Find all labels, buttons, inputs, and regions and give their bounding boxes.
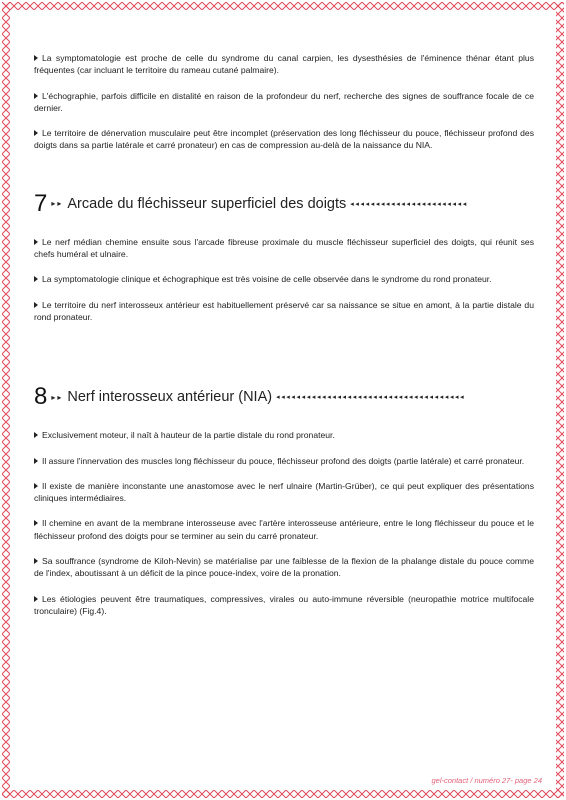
section-number: 7 — [34, 189, 48, 217]
bullet-icon — [34, 558, 38, 564]
arrow-left-trail-icon: ◂◂◂◂◂◂◂◂◂◂◂◂◂◂◂◂◂◂◂◂◂◂◂ — [350, 200, 468, 208]
list-item: Le territoire du nerf interosseux antérieur est habituellement préservé car sa naissance se situe en amont, à la partie distale du rond pronateur. — [34, 299, 534, 322]
bullet-icon — [34, 432, 38, 438]
bullet-icon — [34, 596, 38, 602]
bullet-icon — [34, 483, 38, 489]
bullet-icon — [34, 458, 38, 464]
list-item: Exclusivement moteur, il naît à hauteur de la partie distale du rond pronateur. — [34, 429, 534, 441]
intro-block — [34, 52, 534, 152]
page-footer: gel-contact / numéro 27- page 24 — [431, 776, 542, 785]
list-item: L'échographie, parfois difficile en distalité en raison de la profondeur du nerf, recherche des signes de souffrance focale de ce dernier. — [34, 90, 534, 113]
list-item: La symptomatologie clinique et échographique est très voisine de celle observée dans le syndrome du rond pronateur. — [34, 273, 534, 285]
section-8-heading — [34, 383, 534, 411]
list-item: Sa souffrance (syndrome de Kiloh-Nevin) se matérialise par une faiblesse de la flexion de la phalange distale du pouce comme de l'index, aboutissant à un déficit de la pince pouce-index, voire de la pronation. — [34, 556, 534, 579]
page-content — [34, 52, 534, 630]
arrow-left-trail-icon: ◂◂◂◂◂◂◂◂◂◂◂◂◂◂◂◂◂◂◂◂◂◂◂◂◂◂◂◂◂◂◂◂◂◂◂◂◂ — [276, 394, 466, 402]
section-title: Nerf interosseux antérieur (NIA) — [67, 389, 273, 406]
bullet-icon — [34, 130, 38, 136]
bullet-icon — [34, 93, 38, 99]
bullet-icon — [34, 55, 38, 61]
list-item: Les étiologies peuvent être traumatiques, compressives, virales ou auto-immune réversible (neuropathie motrice multifocale tronculaire) (Fig.4). — [34, 593, 534, 616]
section-7-heading — [34, 190, 534, 218]
arrow-right-icon: ▸▸ — [51, 199, 64, 209]
bullet-icon — [34, 276, 38, 282]
section-7-body — [34, 236, 534, 323]
bullet-icon — [34, 302, 38, 308]
bullet-icon — [34, 239, 38, 245]
section-8-body — [34, 429, 534, 617]
list-item: Il existe de manière inconstante une anastomose avec le nerf ulnaire (Martin-Grüber), ce qui peut expliquer des présentations cliniques intermédiaires. — [34, 480, 534, 504]
arrow-right-icon: ▸▸ — [51, 392, 64, 402]
bullet-icon — [34, 520, 38, 526]
list-item: Il assure l'innervation des muscles long fléchisseur du pouce, fléchisseur profond des doigts (partie latérale) et carré pronateur. — [34, 455, 534, 467]
section-number: 8 — [34, 383, 48, 411]
list-item: Le territoire de dénervation musculaire peut être incomplet (préservation des long fléchisseur du pouce, fléchisseur profond des doigts dans sa partie latérale et carré pronateur) en cas de compression au-delà de la naissance du NIA. — [34, 128, 534, 151]
section-title: Arcade du fléchisseur superficiel des doigts — [67, 195, 347, 212]
list-item: Le nerf médian chemine ensuite sous l'arcade fibreuse proximale du muscle fléchisseur superficiel des doigts, qui réunit ses chefs huméral et ulnaire. — [34, 236, 534, 260]
list-item: Il chemine en avant de la membrane interosseuse avec l'artère interosseuse antérieure, entre le long fléchisseur du pouce et le fléchisseur profond des doigts pour se terminer au sein du carré pronateur. — [34, 518, 534, 541]
list-item: La symptomatologie est proche de celle du syndrome du canal carpien, les dysesthésies de l'éminence thénar étant plus fréquentes (car incluant le territoire du rameau cutané palmaire). — [34, 53, 534, 76]
